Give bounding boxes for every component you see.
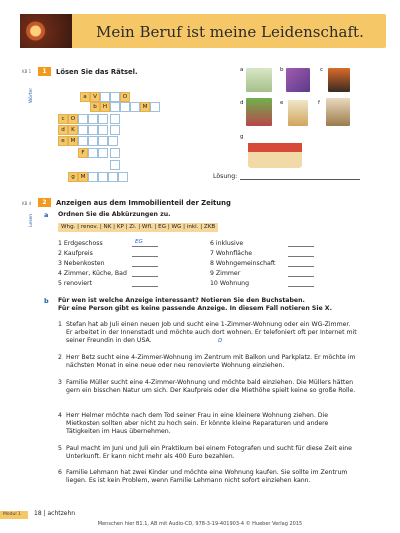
- crossword-cell[interactable]: [110, 92, 120, 102]
- crossword-cell[interactable]: [78, 136, 88, 146]
- solution-label: Lösung:: [213, 173, 238, 180]
- task2-title: Anzeigen aus dem Immobilienteil der Zeitung: [56, 199, 231, 207]
- picture-c: [328, 68, 350, 92]
- part-a-letter: a: [44, 211, 49, 219]
- abbr-item: 6 inklusive: [210, 240, 244, 247]
- answer-handwritten: EG: [135, 239, 143, 245]
- picture-letter: a: [240, 67, 244, 73]
- crossword-cell[interactable]: [108, 172, 118, 182]
- ad-situation: 5 Paul macht im Juni und Juli ein Praktikum bei einem Fotografen und sucht für diese Zeit eine Unterkunft. Er kann nicht mehr als 400 Euro bezahlen.: [58, 445, 352, 461]
- crossword-clue-letter: g: [68, 172, 78, 182]
- crossword-solution-cell[interactable]: [110, 160, 120, 170]
- crossword-clue-letter: a: [80, 92, 90, 102]
- picture-e: [288, 100, 308, 126]
- abbr-item: 2 Kaufpreis: [58, 250, 93, 257]
- crossword-cell[interactable]: [118, 172, 128, 182]
- answer-line[interactable]: [132, 246, 158, 247]
- crossword-cell[interactable]: [88, 172, 98, 182]
- crossword-cell[interactable]: [120, 102, 130, 112]
- solution-input[interactable]: [240, 179, 360, 180]
- chapter-title: Mein Beruf ist meine Leidenschaft.: [96, 23, 364, 41]
- crossword-cell[interactable]: M: [78, 172, 88, 182]
- answer-line[interactable]: [288, 286, 314, 287]
- crossword-cell[interactable]: M: [68, 136, 78, 146]
- part-b-letter: b: [44, 297, 49, 305]
- picture-letter: c: [320, 67, 324, 73]
- answer-line[interactable]: [132, 256, 158, 257]
- picture-f: [326, 98, 350, 126]
- answer-line[interactable]: [288, 256, 314, 257]
- part-a-instruction: Ordnen Sie die Abkürzungen zu.: [58, 211, 171, 218]
- ad-situation: 4 Herr Helmer möchte nach dem Tod seiner Frau in eine kleinere Wohnung ziehen. Die Mietkosten sollten aber nicht zu hoch sein. Er könnte kleine Reparaturen und andere Tätigkeiten im Haus übernehmen.: [58, 412, 329, 436]
- picture-g-house: [248, 132, 302, 168]
- crossword-cell[interactable]: [110, 102, 120, 112]
- answer-line[interactable]: [132, 286, 158, 287]
- picture-letter: d: [240, 100, 244, 106]
- task1-number: 1: [38, 67, 51, 76]
- crossword-clue-letter: c: [58, 114, 68, 124]
- answer-line[interactable]: [132, 276, 158, 277]
- picture-d: [246, 98, 272, 126]
- publisher-credit: Menschen hier B1.1, AB mit Audio-CD, 978-3-19-401903-4 © Hueber Verlag 2015: [97, 521, 303, 527]
- ad-situation: 3 Familie Müller sucht eine 4-Zimmer-Wohnung und möchte bald einziehen. Die Müllers hätten gern ein bisschen Natur um sich. Der Kaufpreis oder die Miethöhe spielt keine so große Rolle.: [58, 379, 356, 395]
- module-tab-label: Modul 1: [3, 512, 21, 517]
- crossword-cell[interactable]: [130, 102, 140, 112]
- crossword-cell[interactable]: O: [68, 114, 78, 124]
- answer-handwritten: D: [218, 338, 223, 344]
- crossword-clue-letter: b: [90, 102, 100, 112]
- task1-margin-ref: KB 1: [22, 69, 32, 74]
- answer-line[interactable]: [288, 276, 314, 277]
- crossword-cell[interactable]: [98, 114, 108, 124]
- abbr-item: 7 Wohnfläche: [210, 250, 253, 257]
- task2-side-label: Lesen: [29, 213, 34, 227]
- crossword-cell[interactable]: H: [100, 102, 110, 112]
- abbr-item: 10 Wohnung: [210, 280, 249, 287]
- task1-side-label: Wörter: [29, 87, 34, 103]
- ad-situation: 2 Herr Betz sucht eine 4-Zimmer-Wohnung im Zentrum mit Balkon und Parkplatz. Er möchte im nächsten Monat in eine neue oder neu renovierte Wohnung einziehen.: [58, 354, 356, 370]
- crossword-cell[interactable]: [88, 136, 98, 146]
- crossword-cell[interactable]: [150, 102, 160, 112]
- crossword-cell[interactable]: K: [68, 125, 78, 135]
- picture-b: [286, 68, 310, 92]
- crossword-cell[interactable]: [78, 125, 88, 135]
- crossword-cell[interactable]: [88, 148, 98, 158]
- crossword-cell[interactable]: [100, 92, 110, 102]
- crossword-clue-letter: d: [58, 125, 68, 135]
- crossword-cell[interactable]: F: [78, 148, 88, 158]
- ad-situation: 6 Familie Lehmann hat zwei Kinder und möchte eine Wohnung kaufen. Sie sollte im Zentrum liegen. Es ist kein Problem, wenn Familie Lehmann nicht sofort einziehen kann.: [58, 469, 348, 485]
- abbr-item: 1 Erdgeschoss: [58, 240, 103, 247]
- crossword-cell[interactable]: [98, 148, 108, 158]
- crossword-solution-cell[interactable]: [110, 125, 120, 135]
- crossword-cell[interactable]: [98, 125, 108, 135]
- crossword-cell[interactable]: [108, 136, 118, 146]
- crossword-clue-letter: e: [58, 136, 68, 146]
- picture-letter: f: [318, 100, 320, 106]
- chapter-header: [20, 14, 386, 48]
- part-b-instruction-1: Für wen ist welche Anzeige interessant? Notieren Sie den Buchstaben.: [58, 297, 305, 304]
- crossword-cell[interactable]: [98, 136, 108, 146]
- picture-a: [246, 68, 272, 92]
- crossword-cell[interactable]: [78, 114, 88, 124]
- abbr-item: 4 Zimmer, Küche, Bad: [58, 270, 127, 277]
- crossword-cell[interactable]: M: [140, 102, 150, 112]
- answer-line[interactable]: [132, 266, 158, 267]
- crossword-cell[interactable]: [88, 125, 98, 135]
- abbr-item: 9 Zimmer: [210, 270, 241, 277]
- header-photo: [20, 14, 72, 48]
- crossword-solution-cell[interactable]: [110, 148, 120, 158]
- crossword-cell[interactable]: [98, 172, 108, 182]
- page-number: 18 | achtzehn: [34, 510, 76, 517]
- part-b-instruction-2: Für eine Person gibt es keine passende Anzeige. In diesem Fall notieren Sie X.: [58, 305, 332, 312]
- task2-number: 2: [38, 198, 51, 207]
- crossword-cell[interactable]: O: [120, 92, 130, 102]
- answer-line[interactable]: [288, 266, 314, 267]
- picture-letter: g: [240, 134, 244, 140]
- task1-title: Lösen Sie das Rätsel.: [56, 68, 138, 76]
- crossword-cell[interactable]: V: [90, 92, 100, 102]
- abbreviation-box: Whg. | renov. | NK | KP | Zi. | Wfl. | EG | WG | inkl. | ZKB: [58, 223, 218, 232]
- picture-letter: e: [280, 100, 284, 106]
- abbr-item: 5 renoviert: [58, 280, 92, 287]
- crossword-cell[interactable]: [88, 114, 98, 124]
- picture-letter: b: [280, 67, 284, 73]
- answer-line[interactable]: [288, 246, 314, 247]
- abbr-item: 8 Wohngemeinschaft: [210, 260, 276, 267]
- task2-margin-ref: KB 4: [22, 201, 32, 206]
- abbr-item: 3 Nebenkosten: [58, 260, 105, 267]
- ad-situation: 1 Stefan hat ab Juli einen neuen Job und sucht eine 1-Zimmer-Wohnung oder ein WG-Zimmer. Er arbeitet in der Innenstadt und möchte auch dort wohnen. Er telefoniert oft per Internet mit seiner Freundin in den USA.: [58, 321, 357, 345]
- crossword-solution-cell[interactable]: [110, 114, 120, 124]
